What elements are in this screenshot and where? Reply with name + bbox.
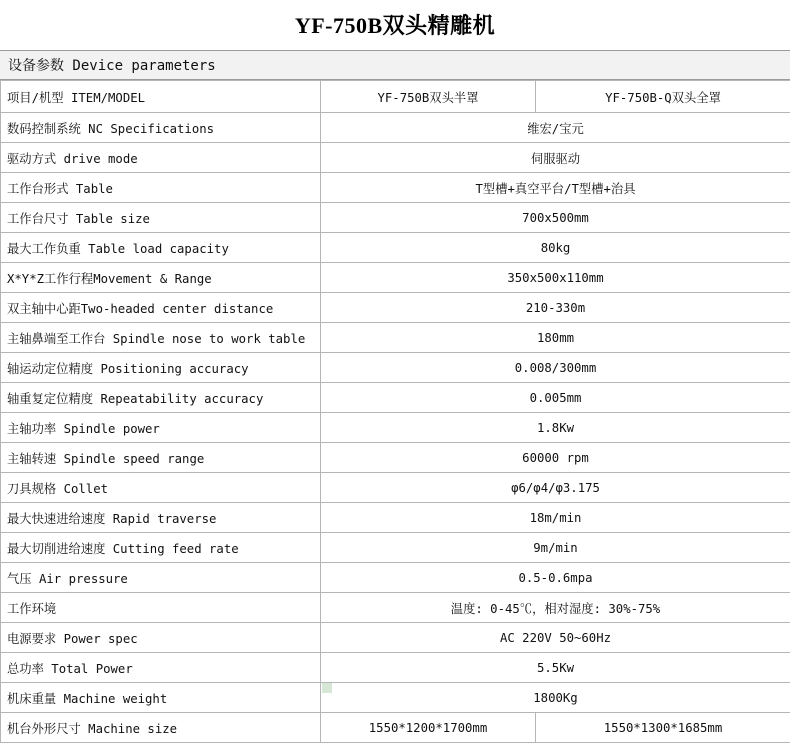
row-value: 18m/min: [321, 503, 790, 533]
table-row: [1, 623, 790, 653]
table-header-row: [1, 81, 790, 113]
page-title: YF-750B双头精雕机: [0, 0, 790, 50]
table-row: [1, 593, 790, 623]
row-label: 机台外形尺寸 Machine size: [1, 713, 321, 743]
device-parameters-table: [0, 80, 790, 743]
row-value: 0.005mm: [321, 383, 790, 413]
machine-size-b: 1550*1300*1685mm: [536, 713, 790, 743]
machine-size-a: 1550*1200*1700mm: [321, 713, 536, 743]
row-value: 0.5-0.6mpa: [321, 563, 790, 593]
table-row: [1, 683, 790, 713]
row-label: 工作环境: [1, 593, 321, 623]
row-value: 180mm: [321, 323, 790, 353]
section-header: 设备参数 Device parameters: [0, 50, 790, 80]
table-row: [1, 563, 790, 593]
row-value: 700x500mm: [321, 203, 790, 233]
table-row: [1, 113, 790, 143]
table-body: [1, 81, 790, 743]
row-value: φ6/φ4/φ3.175: [321, 473, 790, 503]
row-label: X*Y*Z工作行程Movement & Range: [1, 263, 321, 293]
row-label: 工作台形式 Table: [1, 173, 321, 203]
row-value: 5.5Kw: [321, 653, 790, 683]
row-label: 轴重复定位精度 Repeatability accuracy: [1, 383, 321, 413]
table-row: [1, 323, 790, 353]
table-row: [1, 413, 790, 443]
table-row: [1, 473, 790, 503]
row-value: 1800Kg: [321, 683, 790, 713]
row-label: 轴运动定位精度 Positioning accuracy: [1, 353, 321, 383]
table-row: [1, 353, 790, 383]
table-row: [1, 293, 790, 323]
table-row: [1, 383, 790, 413]
row-label: 工作台尺寸 Table size: [1, 203, 321, 233]
table-row-machine-size: [1, 713, 790, 743]
row-value: 210-330m: [321, 293, 790, 323]
row-value: 伺服驱动: [321, 143, 790, 173]
row-label: 最大快速进给速度 Rapid traverse: [1, 503, 321, 533]
row-label: 主轴转速 Spindle speed range: [1, 443, 321, 473]
header-model-b-cell: YF-750B-Q双头全罩: [536, 81, 790, 113]
table-row: [1, 443, 790, 473]
row-label: 驱动方式 drive mode: [1, 143, 321, 173]
row-value: 1.8Kw: [321, 413, 790, 443]
row-label: 双主轴中心距Two-headed center distance: [1, 293, 321, 323]
table-row: [1, 653, 790, 683]
table-row: [1, 143, 790, 173]
table-row: [1, 533, 790, 563]
header-model-a-cell: YF-750B双头半罩: [321, 81, 536, 113]
row-label: 最大工作负重 Table load capacity: [1, 233, 321, 263]
table-row: [1, 503, 790, 533]
row-label: 气压 Air pressure: [1, 563, 321, 593]
header-label-cell: 项目/机型 ITEM/MODEL: [1, 81, 321, 113]
row-label: 主轴鼻端至工作台 Spindle nose to work table: [1, 323, 321, 353]
row-value: 60000 rpm: [321, 443, 790, 473]
row-value: 80kg: [321, 233, 790, 263]
table-row: [1, 203, 790, 233]
row-value: AC 220V 50~60Hz: [321, 623, 790, 653]
row-value: 9m/min: [321, 533, 790, 563]
row-value: 维宏/宝元: [321, 113, 790, 143]
table-row: [1, 233, 790, 263]
row-label: 机床重量 Machine weight: [1, 683, 321, 713]
row-value: 350x500x110mm: [321, 263, 790, 293]
row-value: 温度: 0-45℃，相对湿度: 30%-75%: [321, 593, 790, 623]
row-label: 最大切削进给速度 Cutting feed rate: [1, 533, 321, 563]
row-label: 主轴功率 Spindle power: [1, 413, 321, 443]
row-label: 总功率 Total Power: [1, 653, 321, 683]
row-value: T型槽+真空平台/T型槽+治具: [321, 173, 790, 203]
table-row: [1, 263, 790, 293]
row-value: 0.008/300mm: [321, 353, 790, 383]
table-row: [1, 173, 790, 203]
row-label: 刀具规格 Collet: [1, 473, 321, 503]
row-label: 电源要求 Power spec: [1, 623, 321, 653]
row-label: 数码控制系统 NC Specifications: [1, 113, 321, 143]
